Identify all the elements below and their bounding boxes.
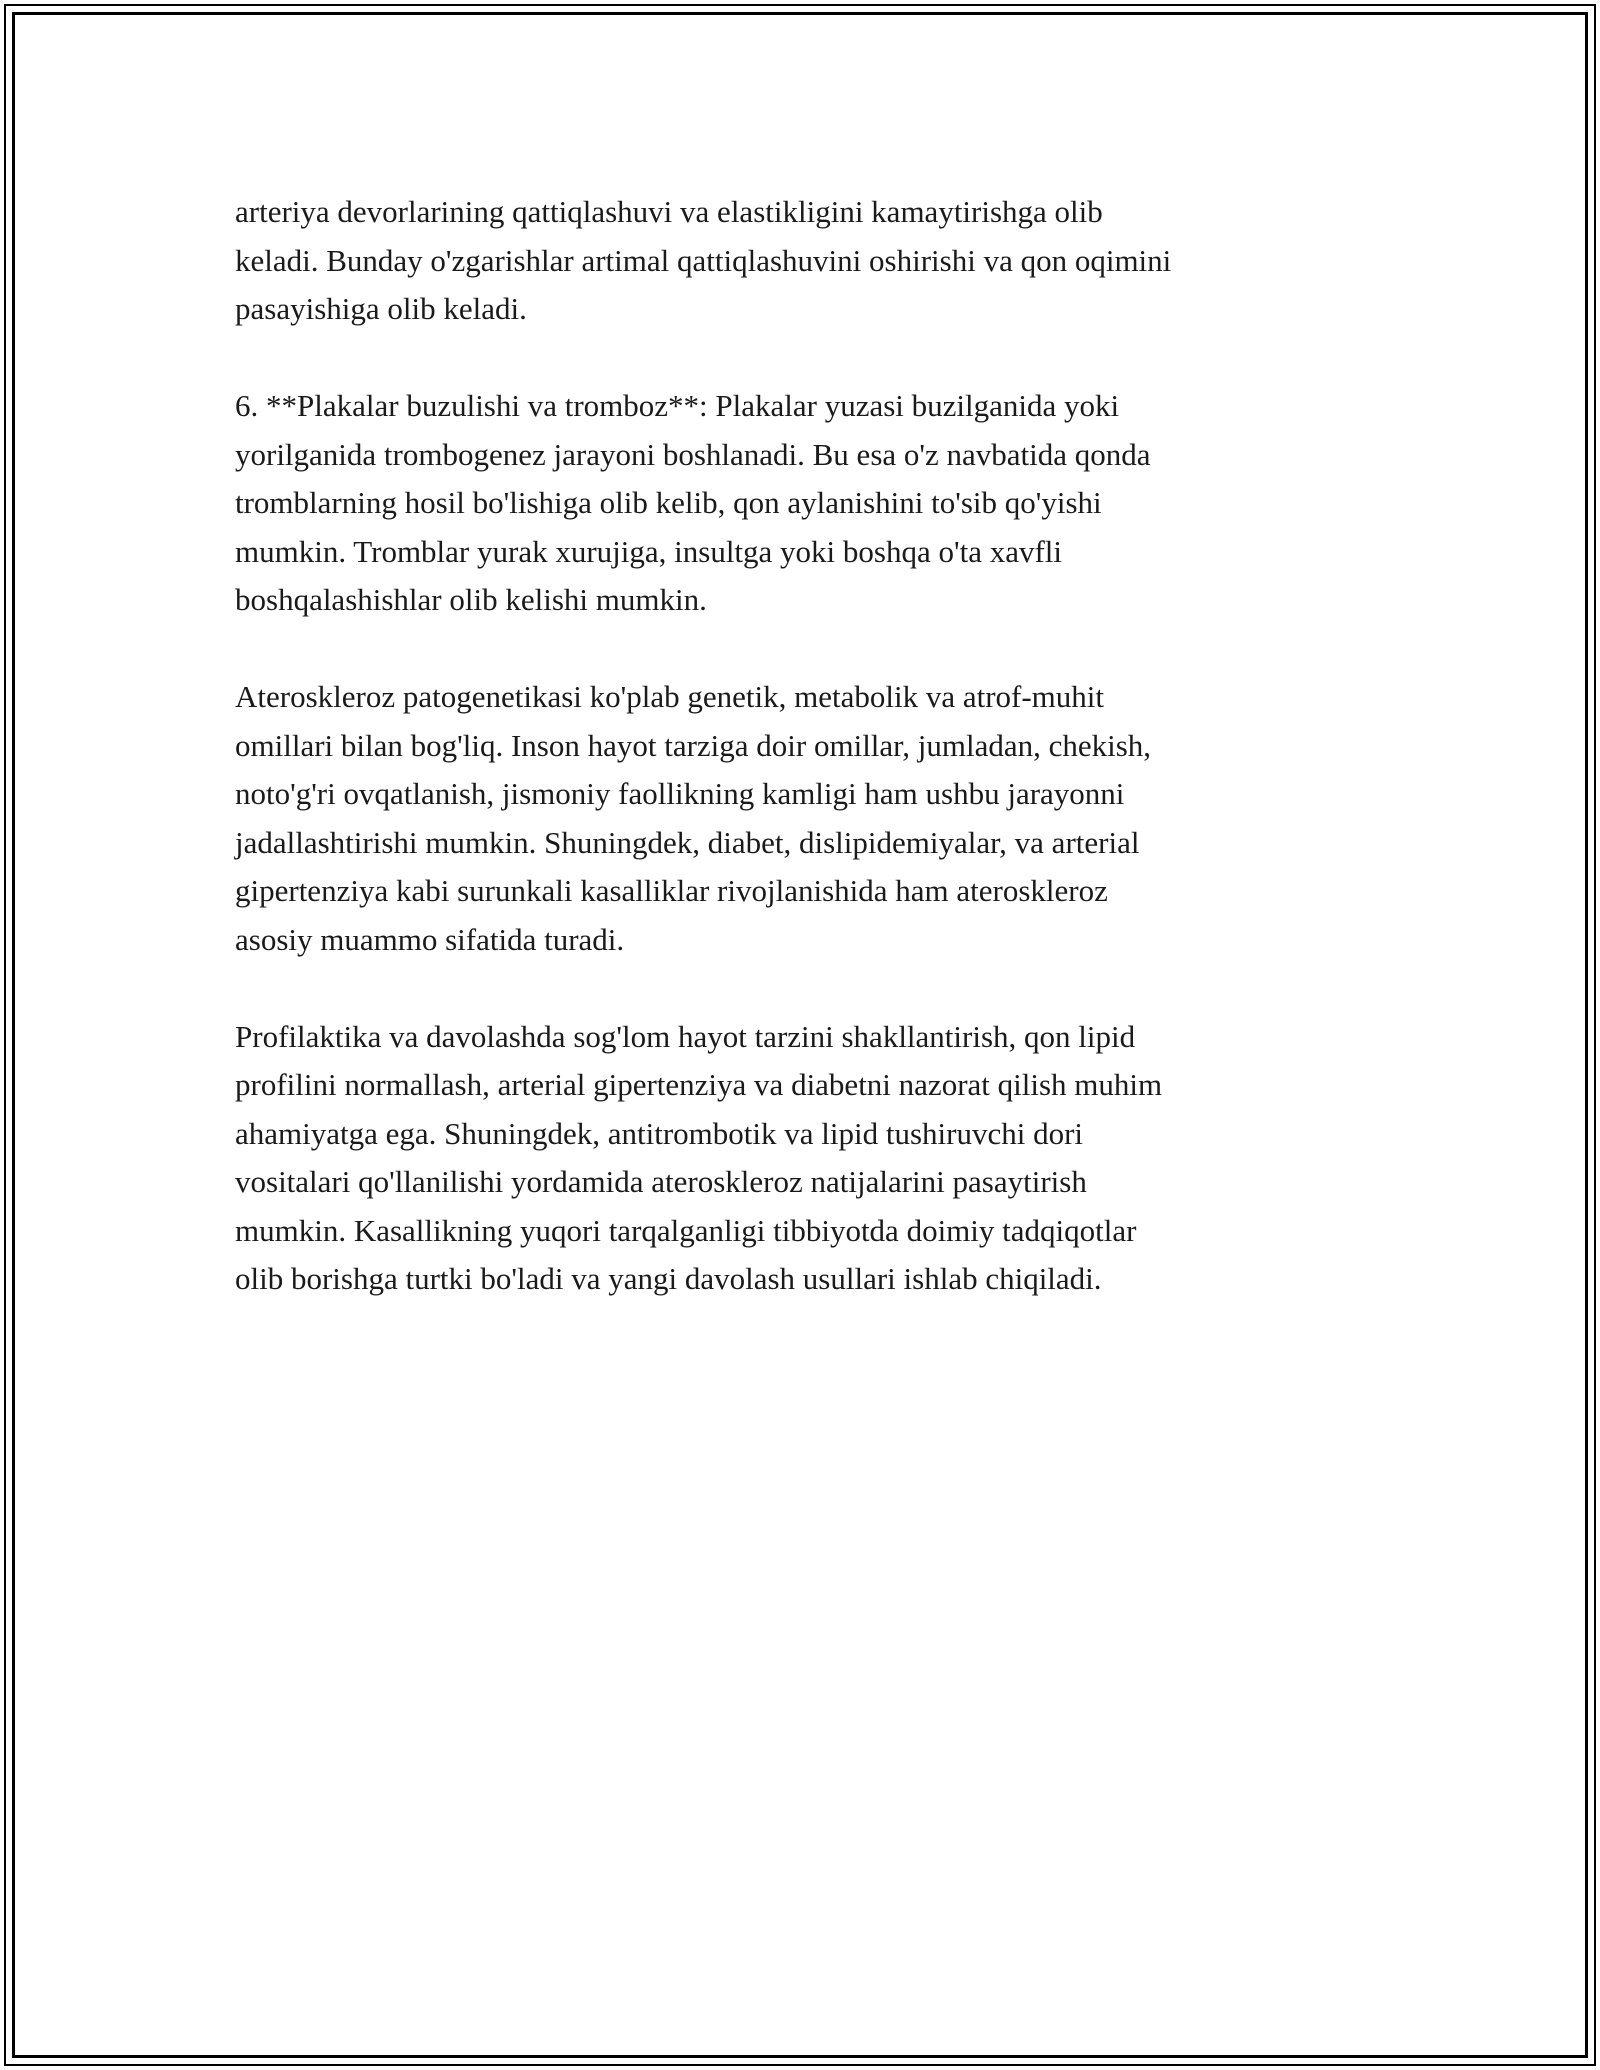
text-line: boshqalashishlar olib kelishi mumkin. (235, 582, 707, 617)
document-body (235, 188, 1355, 1352)
text-line: profilini normallash, arterial gipertenziya va diabetni nazorat qilish muhim (235, 1067, 1163, 1102)
text-line: jadallashtirishi mumkin. Shuningdek, diabet, dislipidemiyalar, va arterial (235, 824, 1140, 860)
text-line: asosiy muammo sifatida turadi. (235, 921, 625, 957)
text-line: mumkin. Kasallikning yuqori tarqalganligi tibbiyotda doimiy tadqiqotlar (235, 1212, 1137, 1248)
text-line: pasayishiga olib keladi. (235, 291, 527, 326)
text-line: vositalari qo'llanilishi yordamida ateroskleroz natijalarini pasaytirish (235, 1164, 1087, 1199)
text-line: omillari bilan bog'liq. Inson hayot tarziga doir omillar, jumladan, chekish, (235, 727, 1152, 763)
text-line: yorilganida trombogenez jarayoni boshlanadi. Bu esa o'z navbatida qonda (235, 436, 1151, 472)
text-line: noto'g'ri ovqatlanish, jismoniy faollikning kamligi ham ushbu jarayonni (235, 776, 1125, 811)
paragraph-2 (235, 382, 1355, 625)
text-line: olib borishga turtki bo'ladi va yangi davolash usullari ishlab chiqiladi. (235, 1261, 1102, 1296)
text-line: mumkin. Tromblar yurak xurujiga, insultga yoki boshqa o'ta xavfli (235, 533, 1063, 569)
text-line: arteriya devorlarining qattiqlashuvi va elastikligini kamaytirishga olib (235, 194, 1103, 229)
text-line: gipertenziya kabi surunkali kasalliklar rivojlanishida ham ateroskleroz (235, 873, 1108, 908)
paragraph-4 (235, 1013, 1355, 1304)
text-line: Profilaktika va davolashda sog'lom hayot tarzini shakllantirish, qon lipid (235, 1018, 1136, 1054)
text-line: 6. **Plakalar buzulishi va tromboz**: Plakalar yuzasi buzilganida yoki (235, 388, 1120, 423)
text-line: ahamiyatga ega. Shuningdek, antitrombotik va lipid tushiruvchi dori (235, 1115, 1084, 1151)
text-line: tromblarning hosil bo'lishiga olib kelib, qon aylanishini to'sib qo'yishi (235, 485, 1102, 520)
paragraph-1 (235, 188, 1355, 334)
text-line: Ateroskleroz patogenetikasi ko'plab genetik, metabolik va atrof-muhit (235, 679, 1105, 714)
text-line: keladi. Bunday o'zgarishlar artimal qattiqlashuvini oshirishi va qon oqimini (235, 242, 1172, 278)
paragraph-3 (235, 673, 1355, 964)
